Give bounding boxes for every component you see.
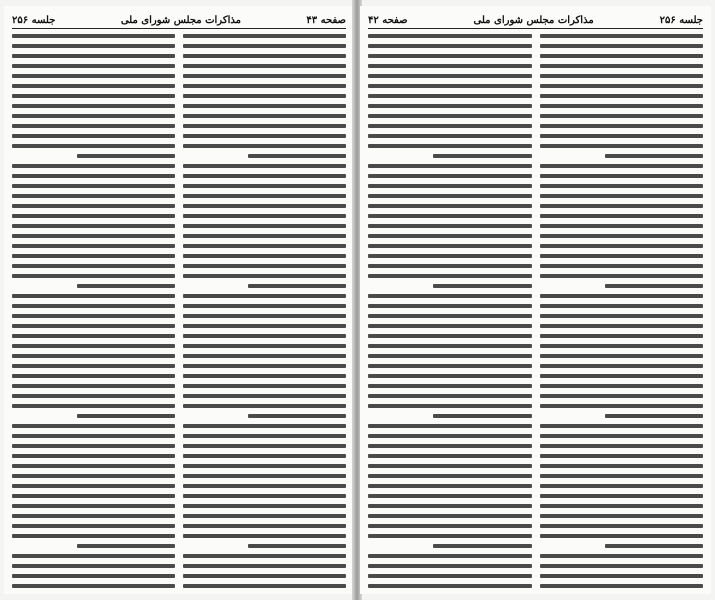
text-line bbox=[12, 454, 175, 458]
text-line bbox=[183, 164, 346, 168]
text-line bbox=[540, 474, 704, 478]
text-line bbox=[368, 254, 532, 258]
text-line bbox=[540, 424, 704, 428]
text-line bbox=[368, 164, 532, 168]
text-line bbox=[183, 524, 346, 528]
text-line bbox=[12, 334, 175, 338]
text-line bbox=[183, 454, 346, 458]
text-line bbox=[540, 84, 704, 88]
text-line bbox=[183, 44, 346, 48]
text-line bbox=[540, 564, 704, 568]
text-line bbox=[540, 484, 704, 488]
text-line bbox=[12, 94, 175, 98]
left-page-session: جلسه ۲۵۶ bbox=[12, 14, 56, 26]
text-line bbox=[183, 174, 346, 178]
text-line bbox=[368, 294, 532, 298]
text-line bbox=[183, 334, 346, 338]
text-line bbox=[433, 544, 531, 548]
text-line bbox=[540, 514, 704, 518]
text-line bbox=[183, 354, 346, 358]
text-line bbox=[368, 534, 532, 538]
text-line bbox=[433, 284, 531, 288]
right-page-column-right bbox=[540, 34, 704, 588]
text-line bbox=[12, 304, 175, 308]
text-line bbox=[12, 84, 175, 88]
text-line bbox=[540, 94, 704, 98]
text-line bbox=[368, 354, 532, 358]
text-line bbox=[540, 144, 704, 148]
left-page-column-right bbox=[183, 34, 346, 588]
text-line bbox=[368, 494, 532, 498]
text-line bbox=[540, 184, 704, 188]
text-line bbox=[183, 34, 346, 38]
text-line bbox=[540, 214, 704, 218]
text-line bbox=[540, 164, 704, 168]
right-page-number: صفحه ۴۲ bbox=[368, 14, 408, 26]
text-line bbox=[12, 514, 175, 518]
text-line bbox=[183, 504, 346, 508]
text-line bbox=[12, 54, 175, 58]
text-line bbox=[183, 574, 346, 578]
text-line bbox=[12, 474, 175, 478]
text-line bbox=[368, 214, 532, 218]
text-line bbox=[540, 404, 704, 408]
text-line bbox=[77, 414, 175, 418]
text-line bbox=[12, 174, 175, 178]
text-line bbox=[12, 204, 175, 208]
text-line bbox=[12, 464, 175, 468]
text-line bbox=[12, 224, 175, 228]
text-line bbox=[12, 344, 175, 348]
text-line bbox=[540, 354, 704, 358]
text-line bbox=[183, 584, 346, 588]
text-line bbox=[540, 504, 704, 508]
text-line bbox=[183, 304, 346, 308]
text-line bbox=[183, 124, 346, 128]
text-line bbox=[12, 354, 175, 358]
text-line bbox=[12, 554, 175, 558]
text-line bbox=[540, 344, 704, 348]
text-line bbox=[540, 494, 704, 498]
text-line bbox=[248, 154, 346, 158]
text-line bbox=[183, 54, 346, 58]
text-line bbox=[183, 224, 346, 228]
text-line bbox=[368, 314, 532, 318]
text-line bbox=[12, 264, 175, 268]
text-line bbox=[183, 364, 346, 368]
text-line bbox=[183, 434, 346, 438]
left-page-column-left bbox=[12, 34, 175, 588]
text-line bbox=[77, 284, 175, 288]
text-line bbox=[540, 334, 704, 338]
text-line bbox=[368, 244, 532, 248]
text-line bbox=[12, 584, 175, 588]
text-line bbox=[12, 564, 175, 568]
text-line bbox=[540, 554, 704, 558]
left-page-number: صفحه ۴۳ bbox=[306, 14, 346, 26]
text-line bbox=[368, 574, 532, 578]
text-line bbox=[368, 584, 532, 588]
text-line bbox=[368, 264, 532, 268]
text-line bbox=[368, 64, 532, 68]
text-line bbox=[12, 64, 175, 68]
text-line bbox=[368, 524, 532, 528]
text-line bbox=[368, 334, 532, 338]
text-line bbox=[540, 204, 704, 208]
text-line bbox=[540, 134, 704, 138]
text-line bbox=[183, 64, 346, 68]
text-line bbox=[368, 504, 532, 508]
text-line bbox=[183, 144, 346, 148]
text-line bbox=[12, 164, 175, 168]
text-line bbox=[368, 464, 532, 468]
text-line bbox=[12, 124, 175, 128]
text-line bbox=[540, 264, 704, 268]
right-page-column-left bbox=[368, 34, 532, 588]
text-line bbox=[183, 514, 346, 518]
text-line bbox=[368, 324, 532, 328]
text-line bbox=[12, 234, 175, 238]
text-line bbox=[12, 74, 175, 78]
text-line bbox=[540, 534, 704, 538]
text-line bbox=[12, 484, 175, 488]
text-line bbox=[540, 454, 704, 458]
text-line bbox=[540, 274, 704, 278]
text-line bbox=[12, 374, 175, 378]
text-line bbox=[12, 144, 175, 148]
text-line bbox=[12, 524, 175, 528]
text-line bbox=[183, 274, 346, 278]
text-line bbox=[12, 364, 175, 368]
text-line bbox=[368, 564, 532, 568]
text-line bbox=[183, 184, 346, 188]
text-line bbox=[368, 394, 532, 398]
text-line bbox=[368, 134, 532, 138]
text-line bbox=[368, 54, 532, 58]
left-page bbox=[4, 6, 354, 594]
text-line bbox=[368, 454, 532, 458]
text-line bbox=[368, 84, 532, 88]
text-line bbox=[540, 584, 704, 588]
text-line bbox=[368, 74, 532, 78]
text-line bbox=[183, 264, 346, 268]
text-line bbox=[183, 384, 346, 388]
text-line bbox=[183, 204, 346, 208]
left-page-header bbox=[12, 12, 346, 29]
text-line bbox=[540, 464, 704, 468]
text-line bbox=[12, 384, 175, 388]
text-line bbox=[248, 284, 346, 288]
text-line bbox=[183, 484, 346, 488]
text-line bbox=[248, 414, 346, 418]
text-line bbox=[12, 494, 175, 498]
text-line bbox=[368, 514, 532, 518]
text-line bbox=[605, 284, 703, 288]
text-line bbox=[540, 434, 704, 438]
text-line bbox=[183, 134, 346, 138]
text-line bbox=[368, 94, 532, 98]
text-line bbox=[183, 554, 346, 558]
text-line bbox=[368, 184, 532, 188]
text-line bbox=[368, 444, 532, 448]
text-line bbox=[368, 434, 532, 438]
text-line bbox=[540, 524, 704, 528]
text-line bbox=[540, 74, 704, 78]
text-line bbox=[540, 254, 704, 258]
text-line bbox=[540, 54, 704, 58]
text-line bbox=[605, 154, 703, 158]
text-line bbox=[540, 114, 704, 118]
text-line bbox=[368, 374, 532, 378]
text-line bbox=[12, 534, 175, 538]
text-line bbox=[368, 224, 532, 228]
text-line bbox=[12, 404, 175, 408]
text-line bbox=[77, 544, 175, 548]
text-line bbox=[540, 324, 704, 328]
text-line bbox=[183, 94, 346, 98]
text-line bbox=[12, 134, 175, 138]
text-line bbox=[12, 274, 175, 278]
text-line bbox=[368, 144, 532, 148]
text-line bbox=[368, 344, 532, 348]
text-line bbox=[183, 424, 346, 428]
text-line bbox=[540, 374, 704, 378]
text-line bbox=[540, 394, 704, 398]
text-line bbox=[540, 384, 704, 388]
right-page-columns bbox=[368, 34, 703, 588]
text-line bbox=[368, 204, 532, 208]
text-line bbox=[540, 44, 704, 48]
text-line bbox=[183, 374, 346, 378]
text-line bbox=[12, 314, 175, 318]
text-line bbox=[12, 444, 175, 448]
text-line bbox=[540, 314, 704, 318]
text-line bbox=[12, 104, 175, 108]
text-line bbox=[605, 414, 703, 418]
text-line bbox=[368, 174, 532, 178]
text-line bbox=[183, 394, 346, 398]
text-line bbox=[540, 224, 704, 228]
text-line bbox=[248, 544, 346, 548]
text-line bbox=[183, 314, 346, 318]
text-line bbox=[183, 294, 346, 298]
text-line bbox=[12, 574, 175, 578]
text-line bbox=[368, 34, 532, 38]
text-line bbox=[12, 114, 175, 118]
text-line bbox=[12, 324, 175, 328]
text-line bbox=[183, 104, 346, 108]
text-line bbox=[12, 254, 175, 258]
text-line bbox=[368, 554, 532, 558]
right-page-session: جلسه ۲۵۶ bbox=[659, 14, 703, 26]
text-line bbox=[433, 154, 531, 158]
text-line bbox=[183, 254, 346, 258]
text-line bbox=[368, 274, 532, 278]
text-line bbox=[368, 194, 532, 198]
text-line bbox=[183, 244, 346, 248]
text-line bbox=[12, 214, 175, 218]
text-line bbox=[12, 394, 175, 398]
text-line bbox=[368, 304, 532, 308]
text-line bbox=[183, 474, 346, 478]
text-line bbox=[540, 104, 704, 108]
text-line bbox=[12, 34, 175, 38]
text-line bbox=[12, 184, 175, 188]
text-line bbox=[540, 574, 704, 578]
text-line bbox=[183, 444, 346, 448]
text-line bbox=[183, 344, 346, 348]
text-line bbox=[12, 44, 175, 48]
text-line bbox=[368, 364, 532, 368]
text-line bbox=[540, 444, 704, 448]
text-line bbox=[183, 84, 346, 88]
text-line bbox=[368, 474, 532, 478]
text-line bbox=[183, 534, 346, 538]
text-line bbox=[183, 114, 346, 118]
text-line bbox=[183, 234, 346, 238]
text-line bbox=[368, 424, 532, 428]
text-line bbox=[183, 494, 346, 498]
text-line bbox=[183, 214, 346, 218]
text-line bbox=[540, 124, 704, 128]
left-page-title: مذاکرات مجلس شورای ملی bbox=[120, 14, 241, 26]
text-line bbox=[368, 104, 532, 108]
text-line bbox=[540, 294, 704, 298]
text-line bbox=[12, 294, 175, 298]
text-line bbox=[12, 244, 175, 248]
text-line bbox=[77, 154, 175, 158]
text-line bbox=[540, 244, 704, 248]
left-page-columns bbox=[12, 34, 346, 588]
text-line bbox=[605, 544, 703, 548]
text-line bbox=[540, 174, 704, 178]
text-line bbox=[368, 384, 532, 388]
text-line bbox=[183, 74, 346, 78]
text-line bbox=[368, 234, 532, 238]
text-line bbox=[540, 34, 704, 38]
right-page bbox=[360, 6, 711, 594]
text-line bbox=[183, 324, 346, 328]
text-line bbox=[368, 44, 532, 48]
right-page-title: مذاکرات مجلس شورای ملی bbox=[473, 14, 594, 26]
text-line bbox=[12, 504, 175, 508]
text-line bbox=[540, 64, 704, 68]
text-line bbox=[183, 404, 346, 408]
text-line bbox=[540, 304, 704, 308]
text-line bbox=[12, 194, 175, 198]
text-line bbox=[540, 364, 704, 368]
text-line bbox=[368, 124, 532, 128]
text-line bbox=[433, 414, 531, 418]
right-page-header bbox=[368, 12, 703, 29]
text-line bbox=[183, 194, 346, 198]
text-line bbox=[183, 564, 346, 568]
text-line bbox=[368, 114, 532, 118]
text-line bbox=[12, 434, 175, 438]
text-line bbox=[540, 194, 704, 198]
text-line bbox=[12, 424, 175, 428]
text-line bbox=[368, 404, 532, 408]
text-line bbox=[183, 464, 346, 468]
text-line bbox=[368, 484, 532, 488]
text-line bbox=[540, 234, 704, 238]
